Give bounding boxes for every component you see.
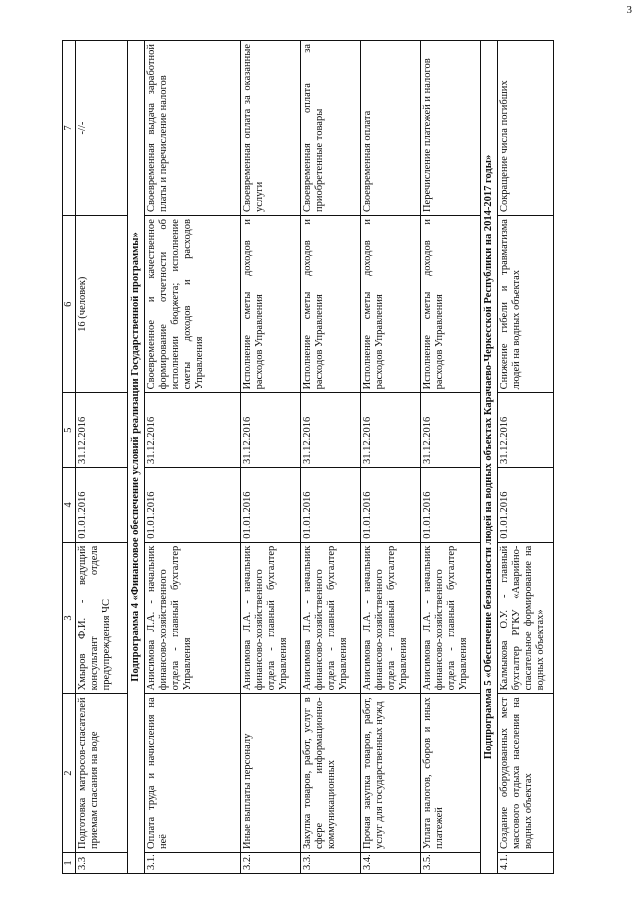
activity-name: Прочая закупка товаров, работ, услуг для государственных нужд xyxy=(361,694,421,853)
activity-name: Оплата труда и начисления на неё xyxy=(145,694,241,853)
table-row xyxy=(145,41,241,874)
executor: Анисимова Л.А. - начальник финансово-хозяйственного отдела - главный бухгалтер Управления xyxy=(145,542,241,694)
table-row xyxy=(241,41,301,874)
expected-result: Сокращение числа погибших xyxy=(498,41,554,216)
subprogram-4-heading-row xyxy=(128,41,145,874)
end-date: 31.12.2016 xyxy=(145,393,241,468)
start-date: 01.01.2016 xyxy=(498,468,554,543)
header-cell: 7 xyxy=(63,41,76,216)
executor: Анисимова Л.А. - начальник финансово-хозяйственного отдела - главный бухгалтер Управления xyxy=(301,542,361,694)
executor: Анисимова Л.А. - начальник финансово-хозяйственного отдела - главный бухгалтер Управления xyxy=(241,542,301,694)
expected-result: Перечисление платежей и налогов xyxy=(421,41,481,216)
executor: Анисимова Л.А. - начальник финансово-хозяйственного отдела - главный бухгалтер Управления xyxy=(361,542,421,694)
header-cell: 5 xyxy=(63,393,76,468)
table-row xyxy=(421,41,481,874)
end-date: 31.12.2016 xyxy=(76,393,128,468)
indicator: Исполнение сметы доходов и расходов Управления xyxy=(421,216,481,393)
rotated-table-sheet xyxy=(62,40,582,874)
column-number-header-row xyxy=(63,41,76,874)
activity-name: Уплата налогов, сборов и иных платежей xyxy=(421,694,481,853)
subprogram-5-title: Подпрограмма 5 «Обеспечение безопасности людей на водных объектах Карачаево-Черкесской Республики на 2014-2017 годы» xyxy=(481,41,498,874)
start-date: 01.01.2016 xyxy=(145,468,241,543)
indicator: Исполнение сметы доходов и расходов Управления xyxy=(361,216,421,393)
table-row xyxy=(361,41,421,874)
start-date: 01.01.2016 xyxy=(301,468,361,543)
row-number: 4.1. xyxy=(498,853,554,874)
expected-result: Своевременная оплата xyxy=(361,41,421,216)
header-cell: 1 xyxy=(63,853,76,874)
table-row xyxy=(498,41,554,874)
row-number: 3.1. xyxy=(145,853,241,874)
start-date: 01.01.2016 xyxy=(421,468,481,543)
activity-name: Закупка товаров, работ, услуг в сфере информационно-коммуникационных xyxy=(301,694,361,853)
header-cell: 3 xyxy=(63,542,76,694)
action-plan-table xyxy=(62,40,554,874)
row-number: 3.2. xyxy=(241,853,301,874)
activity-name: Подготовка матросов-спасателей приемам спасания на воде xyxy=(76,694,128,853)
header-cell: 4 xyxy=(63,468,76,543)
table-row xyxy=(76,41,128,874)
row-number: 3.3. xyxy=(301,853,361,874)
executor: Калмыкова О.У. - главный бухгалтер РГКУ «Аварийно-спасательное формирование на водных объектах» xyxy=(498,542,554,694)
indicator: Исполнение сметы доходов и расходов Управления xyxy=(301,216,361,393)
row-number: 3.5. xyxy=(421,853,481,874)
activity-name: Создание оборудованных мест массового отдыха населения на водных объектах xyxy=(498,694,554,853)
start-date: 01.01.2016 xyxy=(76,468,128,543)
indicator: Снижение гибели и травматизма людей на водных объектах xyxy=(498,216,554,393)
row-number: 3.3 xyxy=(76,853,128,874)
expected-result: Своевременная выдача заработной платы и перечисление налогов xyxy=(145,41,241,216)
end-date: 31.12.2016 xyxy=(241,393,301,468)
activity-name: Иные выплаты персоналу xyxy=(241,694,301,853)
end-date: 31.12.2016 xyxy=(361,393,421,468)
executor: Хмыров Ф.И. - ведущий консультант отдела предупреждения ЧС xyxy=(76,542,128,694)
expected-result: Своевременная оплата за оказанные услуги xyxy=(241,41,301,216)
row-number: 3.4. xyxy=(361,853,421,874)
start-date: 01.01.2016 xyxy=(361,468,421,543)
executor: Анисимова Л.А. - начальник финансово-хозяйственного отдела - главный бухгалтер Управления xyxy=(421,542,481,694)
indicator: Своевременное и качественное формирование отчетности об исполнении бюджета; исполнение сметы доходов и расходов Управления xyxy=(145,216,241,393)
header-cell: 2 xyxy=(63,694,76,853)
page-number: 3 xyxy=(626,4,632,16)
start-date: 01.01.2016 xyxy=(241,468,301,543)
expected-result: -//- xyxy=(76,41,128,216)
end-date: 31.12.2016 xyxy=(498,393,554,468)
table-row xyxy=(301,41,361,874)
indicator: Исполнение сметы доходов и расходов Управления xyxy=(241,216,301,393)
end-date: 31.12.2016 xyxy=(301,393,361,468)
subprogram-4-title: Подпрограмма 4 «Финансовое обеспечение условий реализации Государственной программы» xyxy=(128,41,145,874)
end-date: 31.12.2016 xyxy=(421,393,481,468)
expected-result: Своевременная оплата за приобретенные товары xyxy=(301,41,361,216)
indicator: 16 (человек) xyxy=(76,216,128,393)
header-cell: 6 xyxy=(63,216,76,393)
subprogram-5-heading-row xyxy=(481,41,498,874)
